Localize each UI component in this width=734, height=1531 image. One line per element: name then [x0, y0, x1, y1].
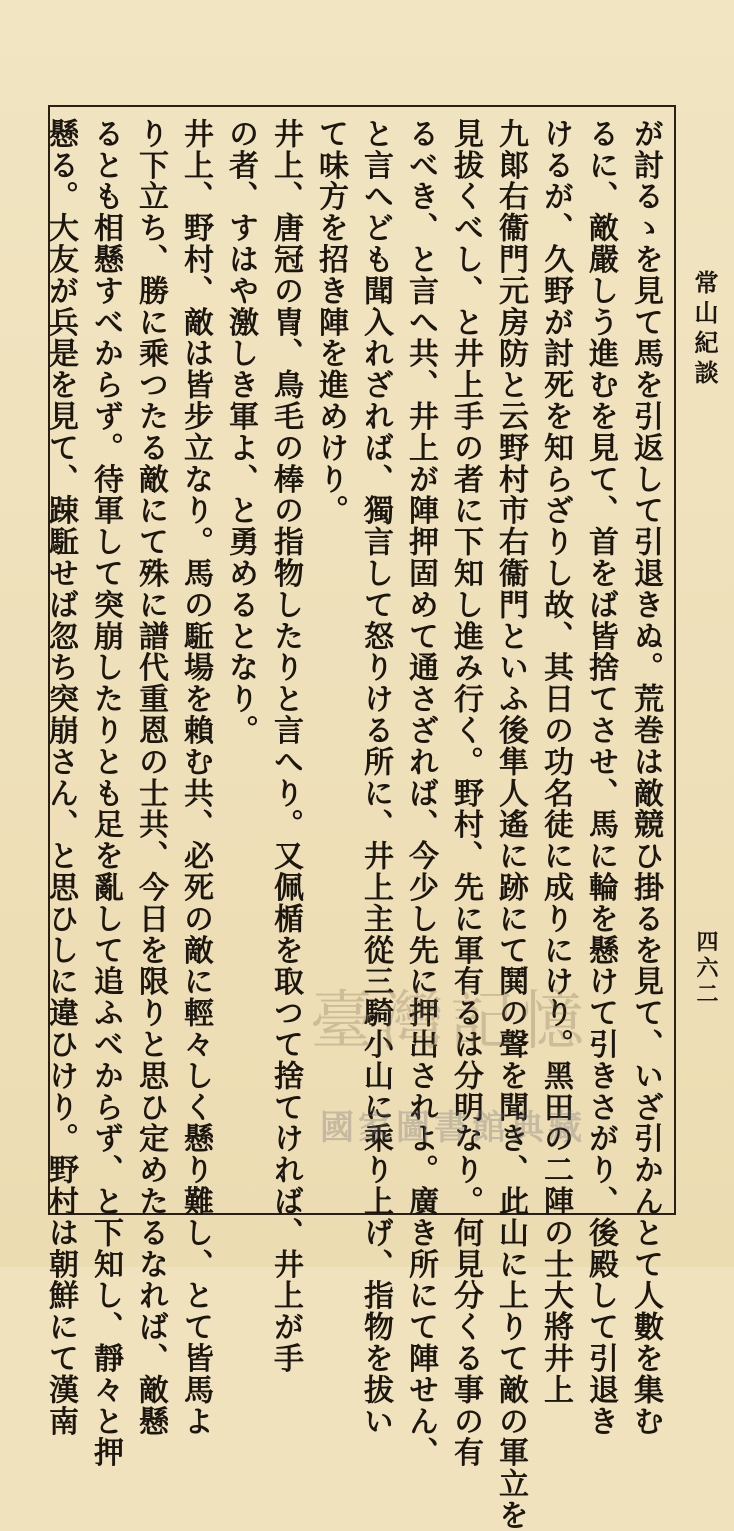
text-column-6: るべき、と言へ共、井上が陣押固めて通さざれば、今少し先に押出されよ。廣き所にて陣せん、 [403, 118, 438, 1469]
text-column-1: が討るゝを見て馬を引返して引退きぬ。荒巻は敵競ひ掛るを見て、いざ引かんとて人數を集む [628, 118, 663, 1437]
text-column-12: り下立ち、勝に乘つたる敵にて殊に譜代重恩の士共、今日を限りと思ひ定めたるなれば、敵懸 [133, 118, 168, 1437]
text-column-2: るに、敵嚴しう進むを見て、首をば皆捨てさせ、馬に輪を懸けて引きさがり、後殿して引退き [583, 118, 618, 1437]
text-column-10: の者、すはや激しき軍よ、と勇めるとなり。 [223, 118, 258, 746]
text-column-14: 懸る。大友が兵是を見て、踈駈せば忽ち突崩さん、と思ひしに違ひけり。野村は朝鮮にて漢南 [43, 118, 78, 1437]
text-column-11: 井上、野村、敵は皆步立なり。馬の駈場を賴む共、必死の敵に輕々しく懸り難し、とて皆馬よ [178, 118, 213, 1437]
text-column-9: 井上、唐冠の冑、鳥毛の棒の指物したりと言へり。又佩楯を取つて捨てければ、井上が手 [268, 118, 303, 1374]
watermark-caption: 國家圖書館典藏 [320, 1108, 586, 1148]
text-column-13: るとも相懸すべからず。待軍して突崩したりとも足を亂して追ふべからず、と下知し、靜々と押 [88, 118, 123, 1469]
text-column-4: 九郞右衞門元房防と云野村市右衞門といふ後隼人遙に跡にて鬨の聲を聞き、此山に上りて敵の軍立を [493, 118, 528, 1531]
text-column-8: て味方を招き陣を進めけり。 [313, 118, 348, 527]
text-column-3: けるが、久野が討死を知らざりし故、其日の功名徒に成りにけり。黑田の二陣の士大將井上 [538, 118, 573, 1406]
text-column-5: 見拔くべし、と井上手の者に下知し進み行く。野村、先に軍有るは分明なり。何見分くる事の有 [448, 118, 483, 1469]
page-number: 四六二 [693, 930, 719, 1008]
running-title: 常山紀談 [690, 270, 719, 390]
text-column-7: と言へども聞入れざれば、獨言して怒りける所に、井上主從三騎小山に乘り上げ、指物を拔い [358, 118, 393, 1437]
watermark-logo: 臺灣記憶 [310, 985, 590, 1059]
